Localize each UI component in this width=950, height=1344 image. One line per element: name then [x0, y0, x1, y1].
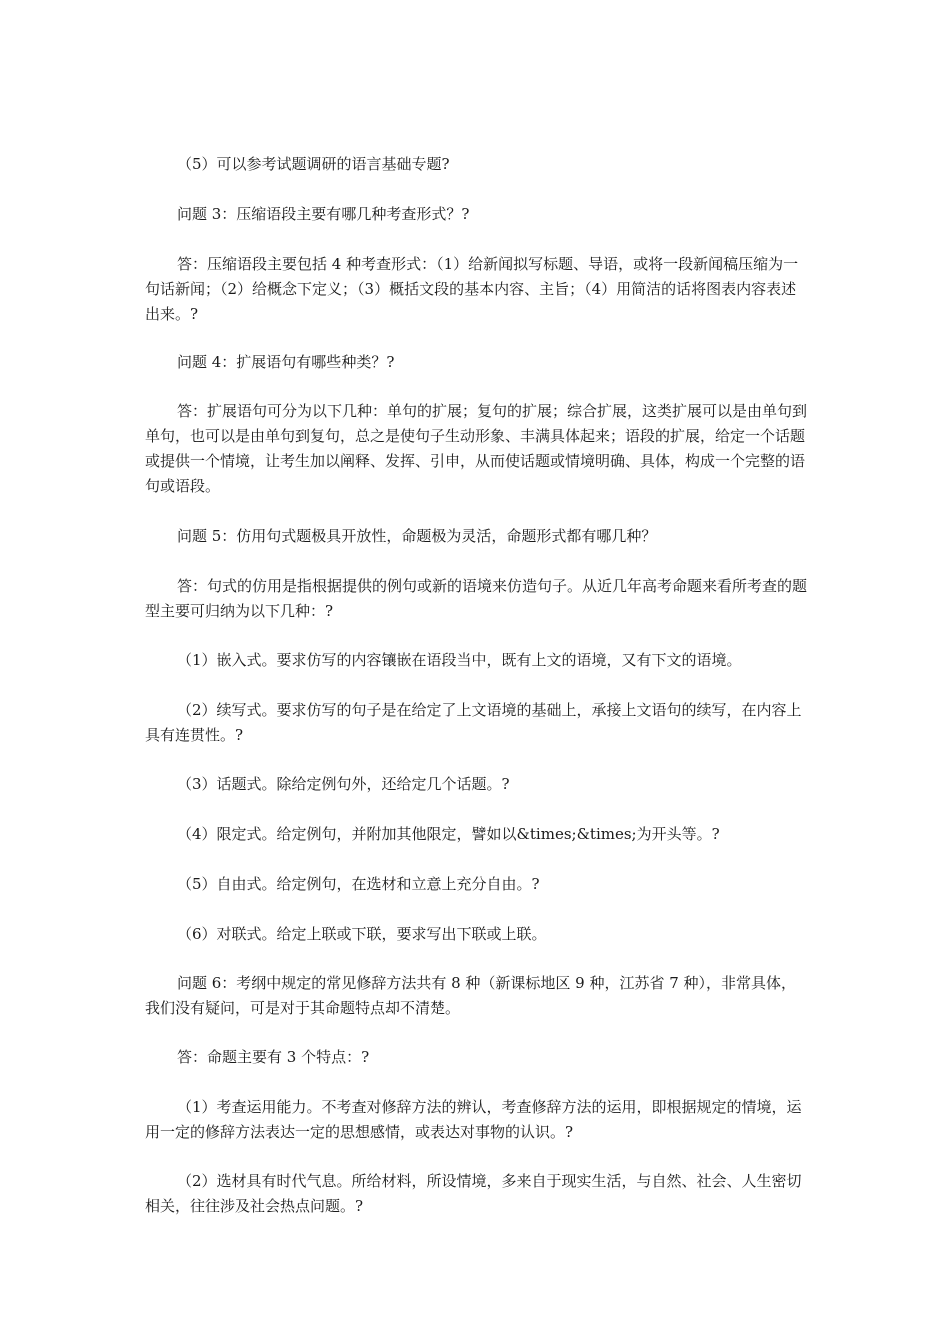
form-item-5: （5）自由式。给定例句，在选材和立意上充分自由。?: [177, 875, 540, 893]
answer-6: 答：命题主要有 3 个特点：?: [177, 1048, 370, 1066]
form-item-4: （4）限定式。给定例句，并附加其他限定，譬如以&times;&times;为开头等。?: [177, 825, 720, 843]
form-item-2: （2）续写式。要求仿写的句子是在给定了上文语境的基础上，承接上文语句的续写，在内容上具有连贯性。?: [145, 701, 802, 744]
paragraph-1: （5）可以参考试题调研的语言基础专题?: [177, 155, 450, 173]
answer-3: 答：压缩语段主要包括 4 种考查形式：（1）给新闻拟写标题、导语，或将一段新闻稿压缩为一句话新闻；（2）给概念下定义；（3）概括文段的基本内容、主旨；（4）用简洁的话将图表内容表述出来。?: [145, 255, 799, 323]
question-3: 问题 3：压缩语段主要有哪几种考查形式？?: [177, 205, 470, 223]
form-item-6: （6）对联式。给定上联或下联，要求写出下联或上联。: [177, 925, 547, 943]
question-5: 问题 5：仿用句式题极具开放性，命题极为灵活，命题形式都有哪几种？: [177, 527, 657, 545]
question-6: 问题 6：考纲中规定的常见修辞方法共有 8 种（新课标地区 9 种，江苏省 7 种），非常具体，我们没有疑问，可是对于其命题特点却不清楚。: [145, 974, 797, 1017]
feature-item-2: （2）选材具有时代气息。所给材料，所设情境，多来自于现实生活，与自然、社会、人生密切相关，往往涉及社会热点问题。?: [145, 1172, 802, 1215]
answer-5: 答：句式的仿用是指根据提供的例句或新的语境来仿造句子。从近几年高考命题来看所考查的题型主要可归纳为以下几种：?: [145, 577, 808, 620]
form-item-1: （1）嵌入式。要求仿写的内容镶嵌在语段当中，既有上文的语境，又有下文的语境。: [177, 651, 742, 669]
feature-item-1: （1）考查运用能力。不考查对修辞方法的辨认，考查修辞方法的运用，即根据规定的情境，运用一定的修辞方法表达一定的思想感情，或表达对事物的认识。?: [145, 1098, 802, 1141]
answer-4: 答：扩展语句可分为以下几种：单句的扩展；复句的扩展；综合扩展，这类扩展可以是由单句到单句，也可以是由单句到复句，总之是使句子生动形象、丰满具体起来；语段的扩展，给定一个话题或提供一个情境，让考生加以阐释、发挥、引申，从而使话题或情境明确、具体，构成一个完整的语句或语段。: [145, 402, 808, 495]
question-4: 问题 4：扩展语句有哪些种类？?: [177, 353, 395, 371]
form-item-3: （3）话题式。除给定例句外，还给定几个话题。?: [177, 775, 510, 793]
